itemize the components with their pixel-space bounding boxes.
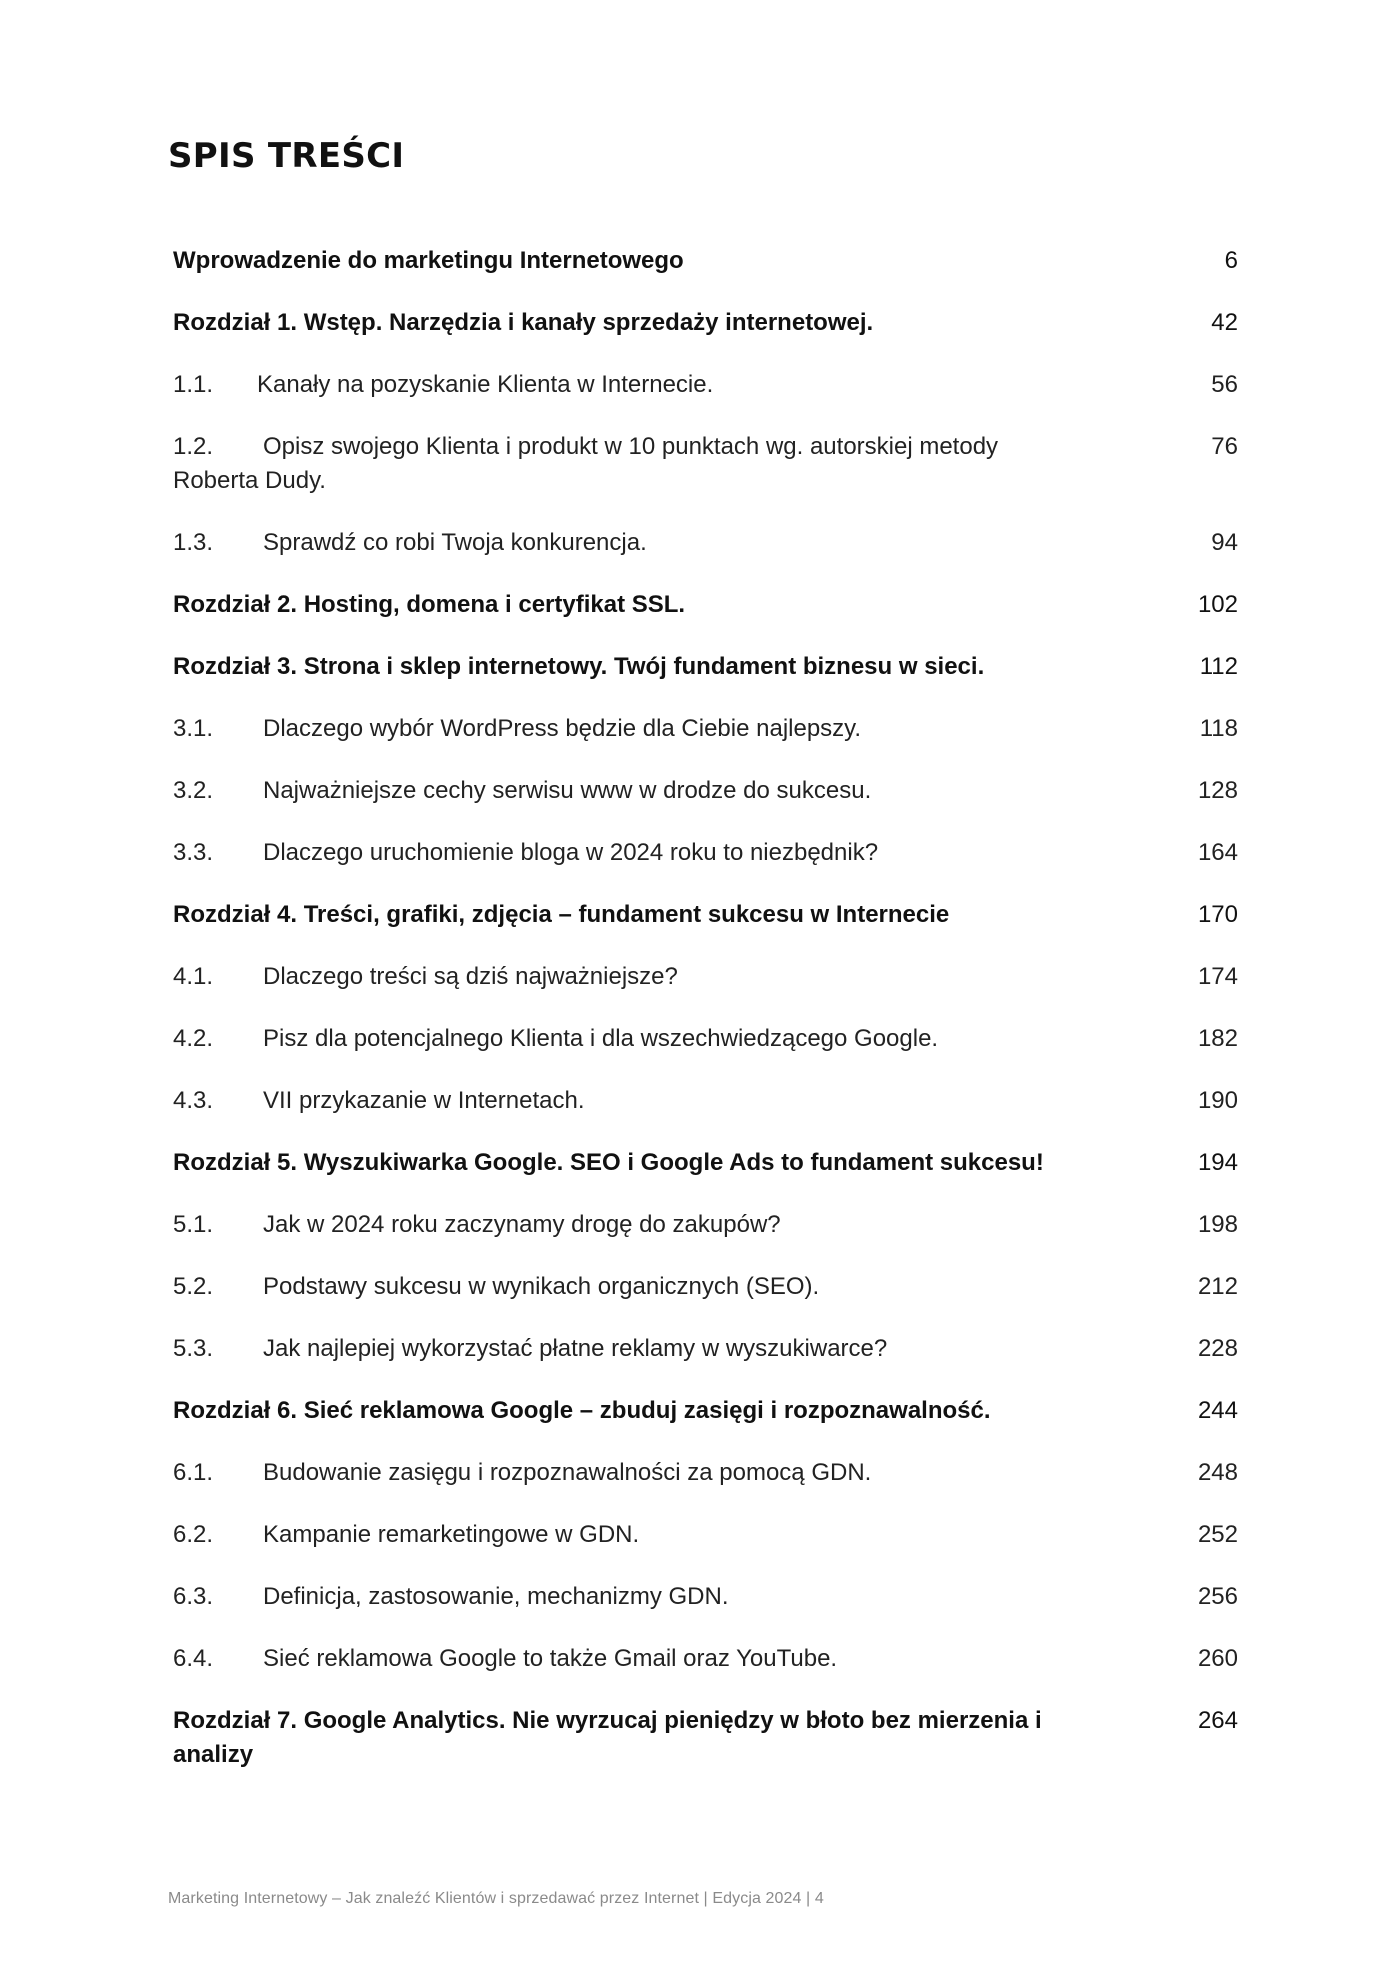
toc-entry-page-number: 128 (1197, 777, 1238, 804)
toc-entry-page-number: 190 (1197, 1087, 1238, 1114)
toc-entry-title: Rozdział 2. Hosting, domena i certyfikat SSL. (173, 591, 686, 618)
toc-entry-page-number: 42 (1211, 309, 1238, 336)
toc-entry (173, 1146, 1238, 1208)
page-title: SPIS TREŚCI (168, 136, 405, 176)
table-of-contents (173, 244, 1238, 1800)
toc-entry-text (173, 650, 1073, 684)
toc-entry (173, 368, 1238, 430)
toc-entry-page-number: 170 (1197, 901, 1238, 928)
toc-entry-number: 6.2. (173, 1521, 214, 1548)
toc-entry-number: 4.3. (173, 1087, 214, 1114)
toc-entry-text (173, 1394, 1073, 1428)
toc-entry-page-number: 174 (1197, 963, 1238, 990)
toc-entry (173, 1518, 1238, 1580)
toc-entry (173, 836, 1238, 898)
toc-entry (173, 898, 1238, 960)
toc-entry-text (173, 898, 1073, 932)
toc-entry (173, 306, 1238, 368)
toc-entry (173, 1270, 1238, 1332)
toc-entry-page-number: 198 (1197, 1211, 1238, 1238)
toc-entry-number: 3.1. (173, 715, 214, 742)
toc-entry-title: Kampanie remarketingowe w GDN. (263, 1521, 640, 1548)
toc-entry-text (173, 1642, 1073, 1676)
toc-entry (173, 244, 1238, 306)
toc-entry-text (173, 244, 1073, 278)
toc-entry-number: 1.2. (173, 433, 214, 460)
toc-entry-text (173, 1022, 1073, 1056)
toc-entry-text (173, 960, 1073, 994)
toc-entry (173, 1580, 1238, 1642)
toc-entry-page-number: 56 (1211, 371, 1238, 398)
toc-entry-number: 6.3. (173, 1583, 214, 1610)
toc-entry-page-number: 94 (1211, 529, 1238, 556)
toc-entry-page-number: 252 (1197, 1521, 1238, 1548)
toc-entry-title: Sprawdź co robi Twoja konkurencja. (263, 529, 647, 556)
toc-entry-title: Podstawy sukcesu w wynikach organicznych (SEO). (263, 1273, 820, 1300)
toc-entry-title: Wprowadzenie do marketingu Internetowego (173, 247, 684, 274)
toc-entry-title: Najważniejsze cechy serwisu www w drodze do sukcesu. (263, 777, 872, 804)
toc-entry-text (173, 1456, 1073, 1490)
toc-entry (173, 1456, 1238, 1518)
toc-entry-text (173, 774, 1073, 808)
toc-entry-number: 5.3. (173, 1335, 214, 1362)
toc-entry-page-number: 260 (1197, 1645, 1238, 1672)
toc-entry-page-number: 6 (1224, 247, 1238, 274)
toc-entry (173, 1642, 1238, 1704)
toc-entry-number: 5.1. (173, 1211, 214, 1238)
toc-entry (173, 1084, 1238, 1146)
toc-entry-text (173, 430, 1073, 498)
toc-entry-title: Pisz dla potencjalnego Klienta i dla wszechwiedzącego Google. (263, 1025, 939, 1052)
toc-entry-title: Dlaczego uruchomienie bloga w 2024 roku to niezbędnik? (263, 839, 879, 866)
toc-entry-text (173, 1704, 1073, 1772)
toc-entry-text (173, 1084, 1073, 1118)
toc-entry-number: 6.4. (173, 1645, 214, 1672)
toc-entry-title: Kanały na pozyskanie Klienta w Internecie. (257, 371, 714, 398)
toc-entry-text (173, 588, 1073, 622)
toc-entry-title: Sieć reklamowa Google to także Gmail oraz YouTube. (263, 1645, 838, 1672)
toc-entry-text (173, 1332, 1073, 1366)
toc-entry-number: 3.2. (173, 777, 214, 804)
toc-entry-page-number: 112 (1199, 653, 1238, 680)
toc-entry-text (173, 1270, 1073, 1304)
toc-entry-page-number: 248 (1197, 1459, 1238, 1486)
toc-entry (173, 526, 1238, 588)
toc-entry-number: 1.1. (173, 371, 214, 398)
toc-entry-number: 3.3. (173, 839, 214, 866)
toc-entry (173, 588, 1238, 650)
toc-entry (173, 1394, 1238, 1456)
toc-entry-title: Jak najlepiej wykorzystać płatne reklamy w wyszukiwarce? (263, 1335, 888, 1362)
toc-entry-title: Rozdział 4. Treści, grafiki, zdjęcia – fundament sukcesu w Internecie (173, 901, 950, 928)
toc-entry-text (173, 306, 1073, 340)
toc-entry-title: Dlaczego treści są dziś najważniejsze? (263, 963, 678, 990)
page-footer: Marketing Internetowy – Jak znaleźć Klientów i sprzedawać przez Internet | Edycja 2024 | 4 (168, 1890, 824, 1907)
toc-entry (173, 712, 1238, 774)
toc-entry-title: Opisz swojego Klienta i produkt w 10 punktach wg. autorskiej metody Roberta Dudy. (173, 433, 999, 494)
toc-entry-text (173, 1580, 1073, 1614)
toc-entry-number: 5.2. (173, 1273, 214, 1300)
toc-entry-text (173, 1208, 1073, 1242)
toc-entry-text (173, 1518, 1073, 1552)
toc-entry-page-number: 264 (1197, 1707, 1238, 1734)
toc-entry-title: Rozdział 3. Strona i sklep internetowy. Twój fundament biznesu w sieci. (173, 653, 985, 680)
toc-entry-number: 4.2. (173, 1025, 214, 1052)
toc-entry-page-number: 164 (1197, 839, 1238, 866)
toc-entry-title: Dlaczego wybór WordPress będzie dla Ciebie najlepszy. (263, 715, 862, 742)
toc-entry-page-number: 76 (1211, 433, 1238, 460)
toc-entry (173, 1704, 1238, 1800)
toc-entry-number: 6.1. (173, 1459, 214, 1486)
toc-entry-title: Rozdział 5. Wyszukiwarka Google. SEO i Google Ads to fundament sukcesu! (173, 1149, 1044, 1176)
toc-entry (173, 1022, 1238, 1084)
toc-entry-page-number: 228 (1197, 1335, 1238, 1362)
toc-entry-text (173, 1146, 1073, 1180)
toc-entry-page-number: 212 (1197, 1273, 1238, 1300)
toc-entry-page-number: 102 (1197, 591, 1238, 618)
toc-entry-number: 1.3. (173, 529, 214, 556)
toc-entry-page-number: 244 (1197, 1397, 1238, 1424)
toc-entry (173, 430, 1238, 526)
toc-entry-title: Rozdział 1. Wstęp. Narzędzia i kanały sprzedaży internetowej. (173, 309, 874, 336)
toc-entry-text (173, 836, 1073, 870)
toc-entry-title: VII przykazanie w Internetach. (263, 1087, 585, 1114)
toc-entry-title: Budowanie zasięgu i rozpoznawalności za pomocą GDN. (263, 1459, 872, 1486)
toc-entry-title: Definicja, zastosowanie, mechanizmy GDN. (263, 1583, 729, 1610)
toc-entry (173, 774, 1238, 836)
toc-entry-title: Rozdział 6. Sieć reklamowa Google – zbuduj zasięgi i rozpoznawalność. (173, 1397, 991, 1424)
toc-entry-title: Rozdział 7. Google Analytics. Nie wyrzucaj pieniędzy w błoto bez mierzenia i analizy (173, 1707, 1042, 1768)
toc-entry-text (173, 526, 1073, 560)
toc-entry-text (173, 368, 1073, 402)
toc-entry (173, 1332, 1238, 1394)
toc-entry-title: Jak w 2024 roku zaczynamy drogę do zakupów? (263, 1211, 781, 1238)
toc-entry-page-number: 256 (1197, 1583, 1238, 1610)
toc-entry (173, 1208, 1238, 1270)
toc-entry-page-number: 194 (1197, 1149, 1238, 1176)
toc-entry (173, 650, 1238, 712)
toc-entry-number: 4.1. (173, 963, 214, 990)
toc-entry (173, 960, 1238, 1022)
toc-entry-page-number: 182 (1197, 1025, 1238, 1052)
toc-entry-page-number: 118 (1199, 715, 1238, 742)
toc-entry-text (173, 712, 1073, 746)
